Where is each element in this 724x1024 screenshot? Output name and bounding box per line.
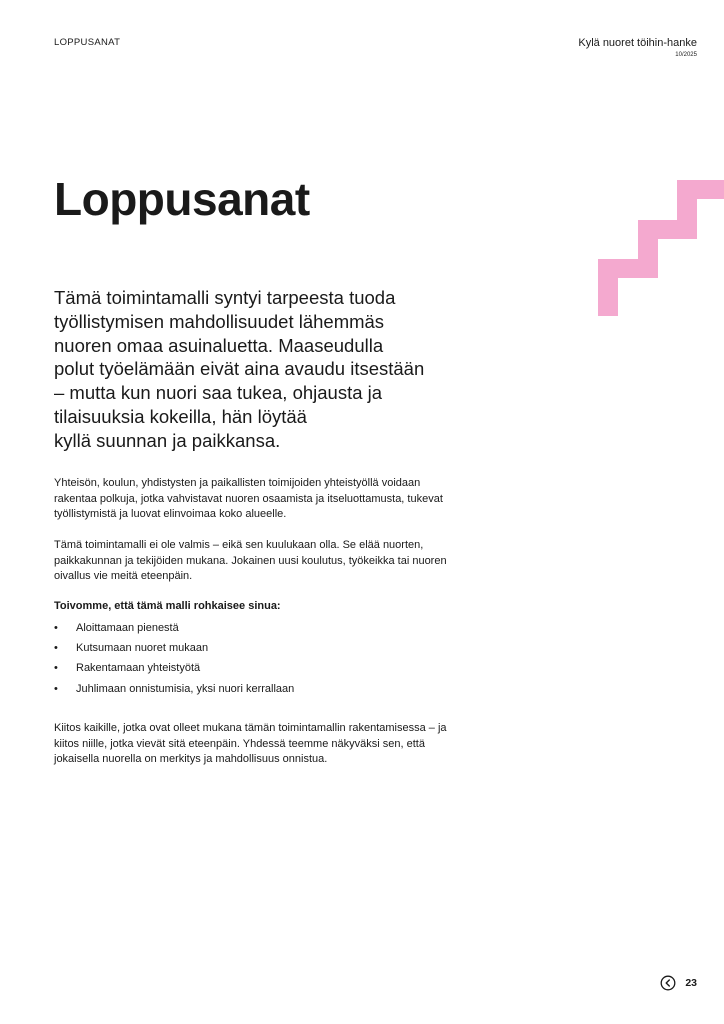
lead-line: Tämä toimintamalli syntyi tarpeesta tuoda [54, 287, 396, 308]
page-number: 23 [685, 977, 697, 989]
header-project-name: Kylä nuoret töihin-hanke [578, 37, 697, 49]
stairs-decoration [598, 180, 724, 316]
stairs-shape [598, 180, 724, 316]
chevron-left-circle-icon[interactable] [660, 975, 676, 991]
lead-line: kyllä suunnan ja paikkansa. [54, 429, 281, 451]
list-item [54, 620, 294, 640]
bullets-intro: Toivomme, että tämä malli rohkaisee sinua: [54, 600, 281, 612]
thanks-paragraph: Kiitos kaikille, jotka ovat olleet mukana tämän toimintamallin rakentamisessa – ja kiitos niille, jotka vievät sitä eteenpäin. Yhdessä teemme näkyväksi sen, että jokaisella nuorella on merkitys ja mahdollisuus onnistua. [54, 722, 447, 765]
lead-line: nuoren omaa asuinaluetta. Maaseudulla [54, 334, 384, 356]
encouragement-list [54, 620, 294, 701]
list-item [54, 660, 294, 680]
bullet-marker: • [54, 642, 58, 655]
lead-line: – mutta kun nuori saa tukea, ohjausta ja [54, 382, 383, 404]
body-paragraph-cooperation: Yhteisön, koulun, yhdistysten ja paikallisten toimijoiden yhteistyöllä voidaan rakentaa polkuja, jotka vahvistavat nuoren osaamista ja itseluottamusta, tukevat työllistymistä ja luovat elinvoimaa koko alueelle. [54, 477, 443, 520]
list-item [54, 681, 294, 701]
bullet-marker: • [54, 682, 58, 695]
list-item-text: Aloittamaan pienestä [76, 622, 179, 634]
lead-line: tilaisuuksia kokeilla, hän löytää [54, 405, 307, 427]
list-item-text: Rakentamaan yhteistyötä [76, 662, 201, 675]
header-section-label: LOPPUSANAT [54, 37, 121, 48]
list-item [54, 640, 294, 660]
lead-paragraph [54, 286, 454, 453]
page-title: Loppusanat [54, 173, 310, 225]
list-item-text: Kutsumaan nuoret mukaan [76, 642, 209, 655]
lead-line: polut työelämään eivät aina avaudu itsestään [54, 358, 425, 380]
page-footer [660, 975, 697, 991]
header-date: 10/2025 [675, 52, 697, 58]
bullet-marker: • [54, 662, 58, 675]
list-item-text: Juhlimaan onnistumisia, yksi nuori kerrallaan [76, 682, 295, 695]
lead-line: työllistymisen mahdollisuudet lähemmäs [54, 310, 385, 332]
bullet-marker: • [54, 622, 58, 634]
body-paragraph-not-ready: Tämä toimintamalli ei ole valmis – eikä sen kuulukaan olla. Se elää nuorten, paikkakunnan ja tekijöiden mukana. Jokainen uusi koulutus, työkeikka tai nuoren oivallus vie meitä eteenpäin. [54, 539, 447, 582]
